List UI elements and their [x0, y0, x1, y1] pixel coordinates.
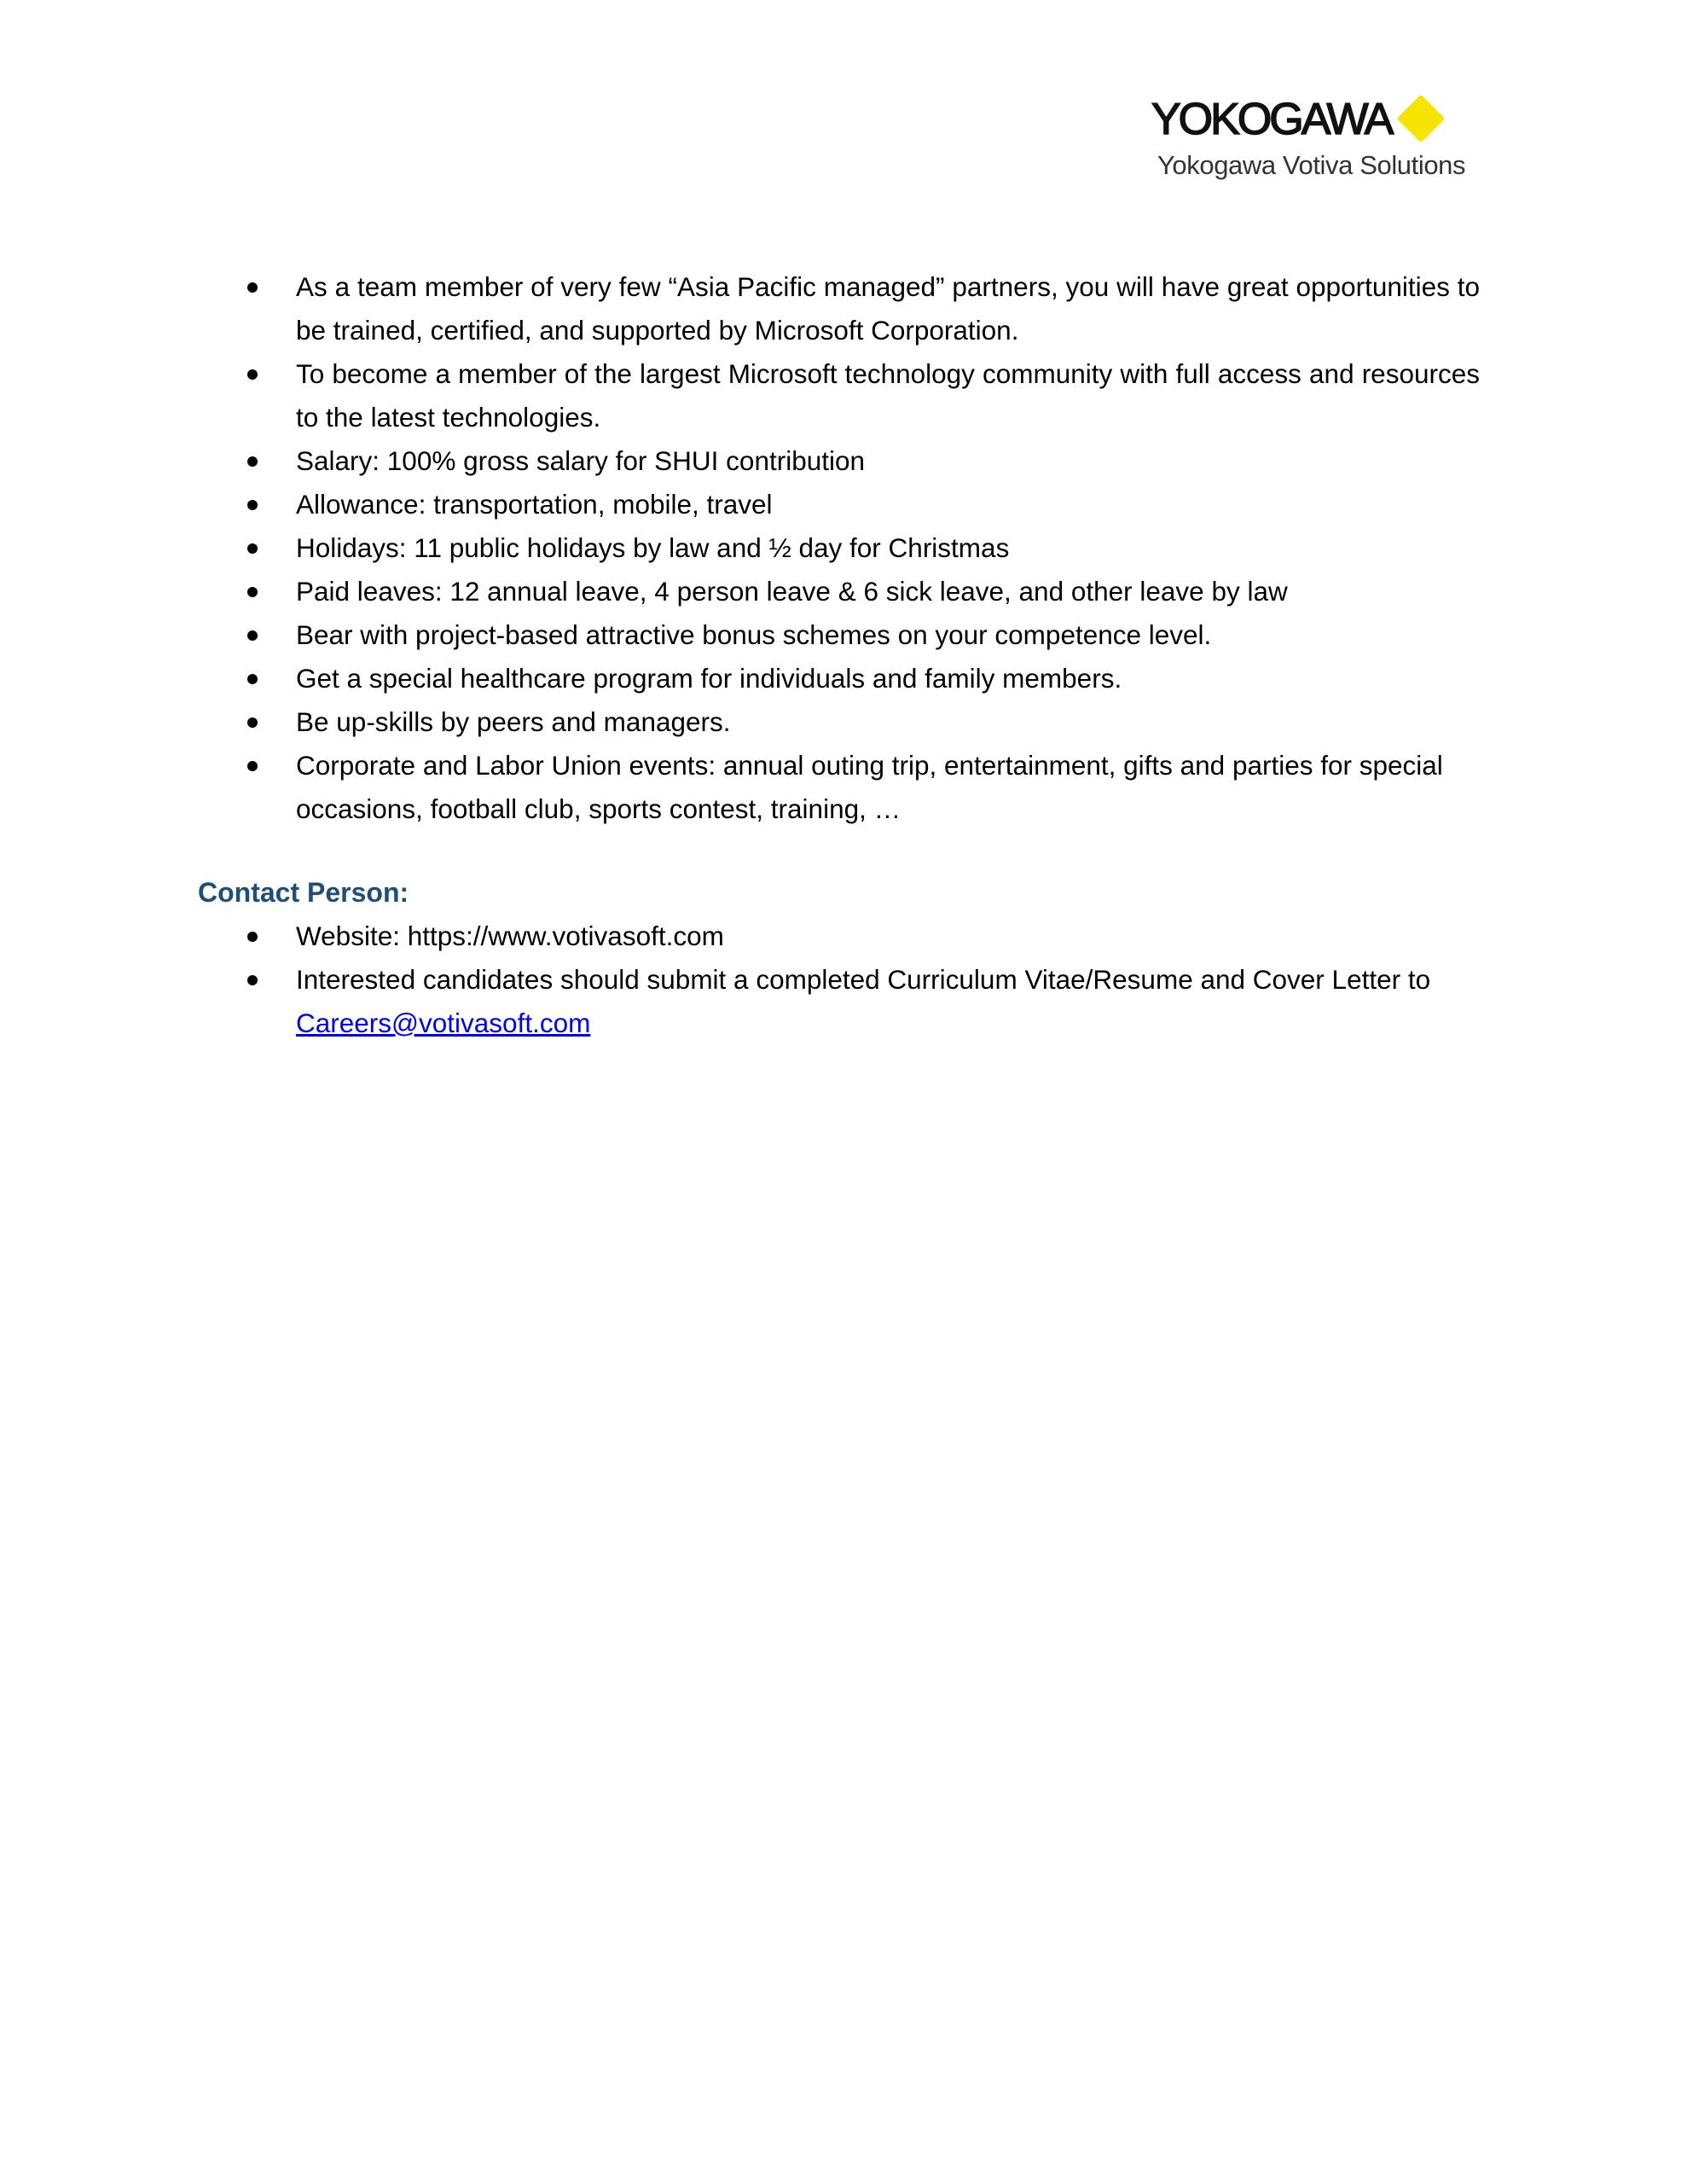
benefit-item [0, 526, 1480, 570]
bullet-icon [247, 543, 258, 554]
benefit-text: Be up-skills by peers and managers. [296, 706, 731, 737]
benefit-item [0, 439, 1480, 483]
bullet-icon [247, 630, 258, 641]
bullet-icon [247, 717, 258, 728]
bullet-icon [247, 975, 258, 985]
bullet-icon [247, 282, 258, 293]
contact-submit-item [0, 958, 1480, 1045]
benefit-text: Paid leaves: 12 annual leave, 4 person leave & 6 sick leave, and other leave by law [296, 576, 1288, 607]
website-text: Website: https://www.votivasoft.com [296, 921, 724, 951]
benefit-item [0, 744, 1480, 831]
contact-list [0, 915, 1687, 1045]
company-logo [1143, 92, 1484, 195]
bullet-icon [247, 369, 258, 380]
benefit-text: To become a member of the largest Microsoft technology community with full access and resources to the latest technologies. [296, 358, 1480, 433]
bullet-icon [247, 587, 258, 597]
benefit-text: Salary: 100% gross salary for SHUI contribution [296, 445, 866, 476]
benefits-list [0, 265, 1687, 831]
benefit-item [0, 613, 1480, 657]
benefit-item [0, 352, 1480, 439]
contact-heading: Contact Person: [198, 877, 409, 908]
benefit-text: Bear with project-based attractive bonus schemes on your competence level. [296, 619, 1212, 650]
careers-email-link[interactable]: Careers@votivasoft.com [296, 1008, 591, 1038]
bullet-icon [247, 456, 258, 467]
bullet-icon [247, 674, 258, 684]
benefit-item [0, 570, 1480, 613]
benefit-text: Corporate and Labor Union events: annual outing trip, entertainment, gifts and parties for special occasions, football club, sports contest, training, … [296, 750, 1443, 824]
benefit-item [0, 265, 1480, 352]
benefit-text: Allowance: transportation, mobile, travel [296, 489, 773, 520]
logo-diamond-icon [1397, 95, 1446, 143]
logo-brand-text: YOKOGAWA [1151, 95, 1392, 144]
bullet-icon [247, 761, 258, 771]
bullet-icon [247, 500, 258, 510]
contact-website-item [0, 915, 1480, 958]
benefit-item [0, 657, 1480, 700]
benefit-text: As a team member of very few “Asia Pacific managed” partners, you will have great opportunities to be trained, certified, and supported by Microsoft Corporation. [296, 271, 1480, 346]
logo-subtitle: Yokogawa Votiva Solutions [1157, 150, 1466, 180]
benefit-item [0, 483, 1480, 526]
benefit-item [0, 700, 1480, 744]
benefit-text: Holidays: 11 public holidays by law and ½ day for Christmas [296, 532, 1010, 563]
benefit-text: Get a special healthcare program for individuals and family members. [296, 663, 1122, 694]
submit-instructions: Interested candidates should submit a completed Curriculum Vitae/Resume and Cover Letter to [296, 964, 1431, 995]
bullet-icon [247, 932, 258, 942]
